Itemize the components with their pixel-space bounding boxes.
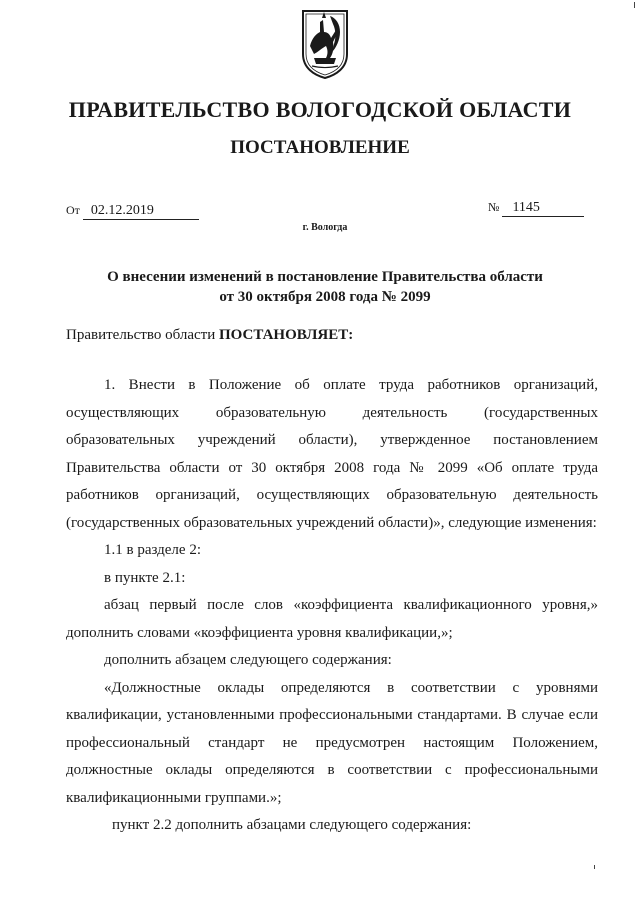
paragraph-1: 1. Внести в Положение об оплате труда работников организаций, осуществляющих образовательную деятельность (государственных образовательных учреждений области), утвержденное постановлением Правительства области от 30 октября 2008 года № 2099 «Об оплате труда работников организаций, осуществляющих образовательную деятельность (государственных образовательных учреждений области)», следующие изменения: — [66, 377, 598, 531]
date-value: 02.12.2019 — [83, 203, 199, 220]
paragraph-4: абзац первый после слов «коэффициента квалификационного уровня,» дополнить словами «коэффициента уровня квалификации,»; — [66, 597, 598, 641]
decree-keyword: ПОСТАНОВЛЯЕТ: — [218, 327, 354, 343]
document-number — [488, 200, 584, 217]
paragraph-3: в пункте 2.1: — [104, 569, 186, 586]
government-title: ПРАВИТЕЛЬСТВО ВОЛОГОДСКОЙ ОБЛАСТИ — [68, 97, 572, 122]
vologda-coat-of-arms-icon — [300, 8, 350, 80]
document-type-title: ПОСТАНОВЛЕНИЕ — [230, 137, 410, 158]
subject-line-2: от 30 октября 2008 года № 2099 — [219, 289, 431, 305]
subject-line-1: О внесении изменений в постановление Правительства области — [107, 269, 543, 285]
date-label: От — [66, 203, 80, 217]
number-value: 1145 — [502, 200, 584, 217]
paragraph-2: 1.1 в разделе 2: — [104, 542, 201, 558]
scan-speck — [594, 865, 595, 869]
scan-speck — [634, 2, 635, 8]
decree-statement — [66, 327, 353, 344]
paragraph-5: дополнить абзацем следующего содержания: — [104, 652, 392, 668]
paragraph-6: «Должностные оклады определяются в соответствии с уровнями квалификации, установленными профессиональными стандартами. В случае если профессиональный стандарт не предусмотрен настоящим Положением, должностные оклады определяются в соответствии с профессиональными квалификационными группами.»; — [66, 679, 598, 806]
document-body — [66, 372, 598, 840]
paragraph-7: пункт 2.2 дополнить абзацами следующего содержания: — [112, 817, 472, 833]
document-date — [66, 203, 199, 220]
document-subject — [60, 267, 590, 307]
decree-lead: Правительство области — [66, 327, 219, 343]
city-label: г. Вологда — [302, 222, 348, 233]
number-label: № — [488, 200, 500, 214]
